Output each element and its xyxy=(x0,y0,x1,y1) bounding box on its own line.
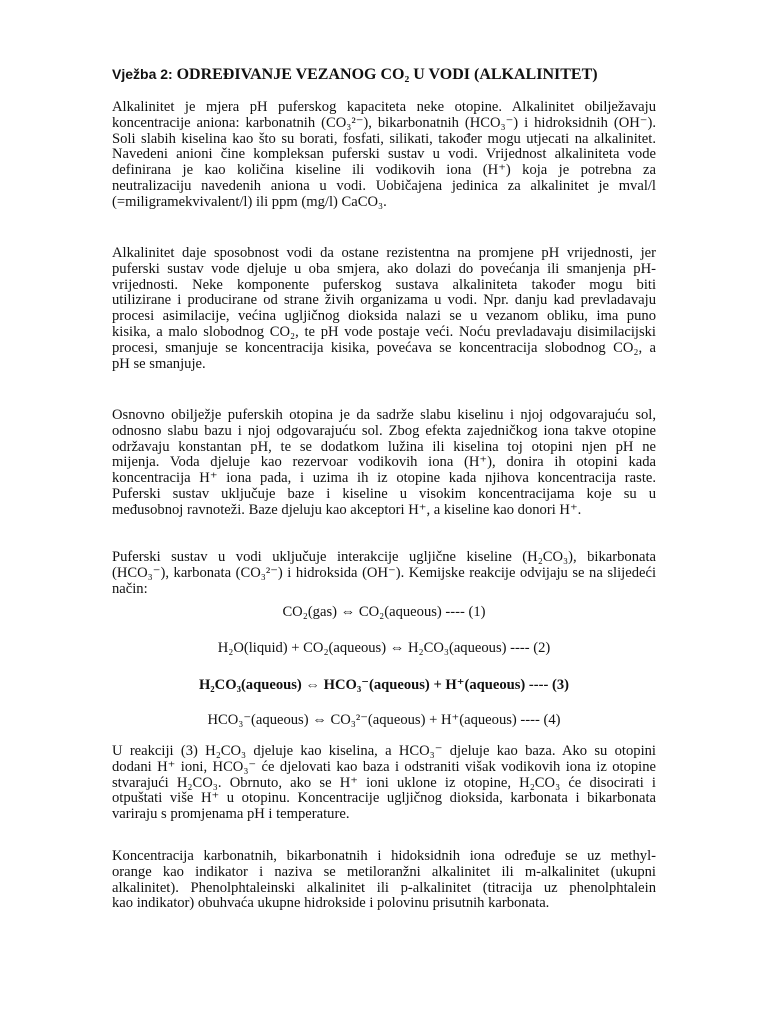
equation-3: H₂CO₃(aqueous) ⇔ HCO₃⁻(aqueous) + H⁺(aqueous) ---- (3) xyxy=(198,677,570,693)
text-line: orange kao indikator i naziva se metiloranžni alkalinitet ili m-alkalinitet (ukupni xyxy=(112,863,656,880)
exercise-title xyxy=(112,66,672,84)
text-line: variraju s promjenama pH i temperature. xyxy=(112,806,350,823)
text-line: vrijednosti. Neke komponente puferskog sustava alkaliniteta također mogu biti xyxy=(112,276,656,293)
paragraph-buffer-solutions xyxy=(112,408,656,519)
text-line: Puferski sustav uključuje baze i kiseline u visokim koncentracijama koje su u xyxy=(112,485,656,502)
text-line: kisika, a malo slobodnog CO₂, te pH vode postaje veći. Noću prevladavaju disimilacijski xyxy=(112,323,656,340)
paragraph-alkalinity-definition xyxy=(112,100,656,211)
text-line: koncentracije aniona: karbonatnih (CO₃²⁻), bikarbonatnih (HCO₃⁻) i hidroksidnih (OH⁻). xyxy=(112,114,656,131)
text-line: Navedeni anioni čine kompleksan puferski sustav u vodi. Vrijednost alkaliniteta vode xyxy=(112,146,656,163)
text-line: dodani H⁺ ioni, HCO₃⁻ će djelovati kao baza i odstraniti višak vodikovih iona iz otopine xyxy=(112,758,656,775)
text-line: procesi asimilacije, većina ugljičnog dioksida nalazi se u vezanom obliku, ima puno xyxy=(112,308,656,325)
text-line: (=miligramekvivalent/l) ili ppm (mg/l) CaCO₃. xyxy=(112,193,387,210)
text-line: definirana je kao količina kiseline ili vodikovih iona (H⁺) koja je potrebna za xyxy=(112,162,656,179)
text-line: pH se smanjuje. xyxy=(112,355,206,372)
text-line: kao indikator) obuhvaća ukupne hidrokside i polovinu prisutnih karbonata. xyxy=(112,895,550,912)
exercise-number: Vježba 2: xyxy=(112,66,173,82)
text-line: način: xyxy=(112,580,148,597)
equation-4: HCO₃⁻(aqueous) ⇔ CO₃²⁻(aqueous) + H⁺(aqueous) ---- (4) xyxy=(207,712,561,728)
text-line: koncentracija H⁺ iona pada, i uzima ih iz otopine kada njihova koncentracija raste. xyxy=(112,470,656,487)
equation-2: H₂O(liquid) + CO₂(aqueous) ⇔ H₂CO₃(aqueous) ---- (2) xyxy=(217,640,551,656)
text-line: Alkalinitet je mjera pH puferskog kapaciteta neke otopine. Alkalinitet obilježavaju xyxy=(112,99,656,115)
text-line: Puferski sustav u vodi uključuje interakcije ugljične kiseline (H₂CO₃), bikarbonata xyxy=(112,549,656,565)
text-line: puferski sustav vode djeluje u oba smjera, ako dolazi do povećanja ili smanjenja pH- xyxy=(112,260,656,277)
text-line: alkalinitet). Phenolphtaleinski alkalinitet ili p-alkalinitet (titracija uz phenolphtalein xyxy=(112,879,656,896)
text-line: Soli slabih kiselina kao što su borati, fosfati, silikati, također mogu utjecati na alkalinitet. xyxy=(112,130,656,147)
paragraph-buffer-resistance xyxy=(112,246,656,372)
text-line: Osnovno obilježje puferskih otopina je da sadrže slabu kiselinu i njoj odgovarajuću sol, xyxy=(112,407,656,423)
text-line: međusobnoj ravnoteži. Baze djeluju kao akceptori H⁺, a kiseline kao donori H⁺. xyxy=(112,501,582,518)
text-line: Alkalinitet daje sposobnost vodi da ostane rezistentna na promjene pH vrijednosti, jer xyxy=(112,245,656,261)
paragraph-reaction-explanation xyxy=(112,744,656,823)
paragraph-alkalinity-types xyxy=(112,849,656,912)
text-line: utilizirane i producirane od strane živih organizama u vodi. Npr. danju kad prevladavaju xyxy=(112,292,656,309)
paragraph-buffer-system xyxy=(112,550,656,597)
text-line: otpuštati više H⁺ u otopinu. Koncentracije ugljičnog dioksida, karbonata i bikarbonata xyxy=(112,790,656,807)
text-line: U reakciji (3) H₂CO₃ djeluje kao kiselina, a HCO₃⁻ djeluje kao baza. Ako su otopini xyxy=(112,743,656,759)
text-line: stvarajući H₂CO₃. Obrnuto, ako se H⁺ ioni uklone iz otopine, H₂CO₃ će disocirati i xyxy=(112,774,656,791)
text-line: (HCO₃⁻), karbonata (CO₃²⁻) i hidroksida (OH⁻). Kemijske reakcije odvijaju se na slijedeći xyxy=(112,564,656,581)
equation-1: CO₂(gas) ⇔ CO₂(aqueous) ---- (1) xyxy=(282,604,486,620)
text-line: neutralizaciju navedenih aniona u vodi. Uobičajena jedinica za alkalinitet je mval/l xyxy=(112,177,656,194)
text-line: odnosno slabu bazu i njoj odgovarajuću sol. Zbog efekta zajedničkog iona takve otopine xyxy=(112,422,656,439)
text-line: procesi, smanjuje se koncentracija kisika, povećava se koncentracija slobodnog CO₂, a xyxy=(112,339,656,356)
text-line: održavaju konstantan pH, te se dodatkom lužina ili kiselina toj otopini njen pH ne xyxy=(112,438,656,455)
exercise-heading: ODREĐIVANJE VEZANOG CO₂ U VODI (ALKALINITET) xyxy=(176,66,598,83)
text-line: mijenja. Voda djeluje kao rezervoar vodikovih iona (H⁺), donira ih otopini kada xyxy=(112,454,656,471)
text-line: Koncentracija karbonatnih, bikarbonatnih i hidoksidnih iona određuje se uz methyl- xyxy=(112,848,656,864)
